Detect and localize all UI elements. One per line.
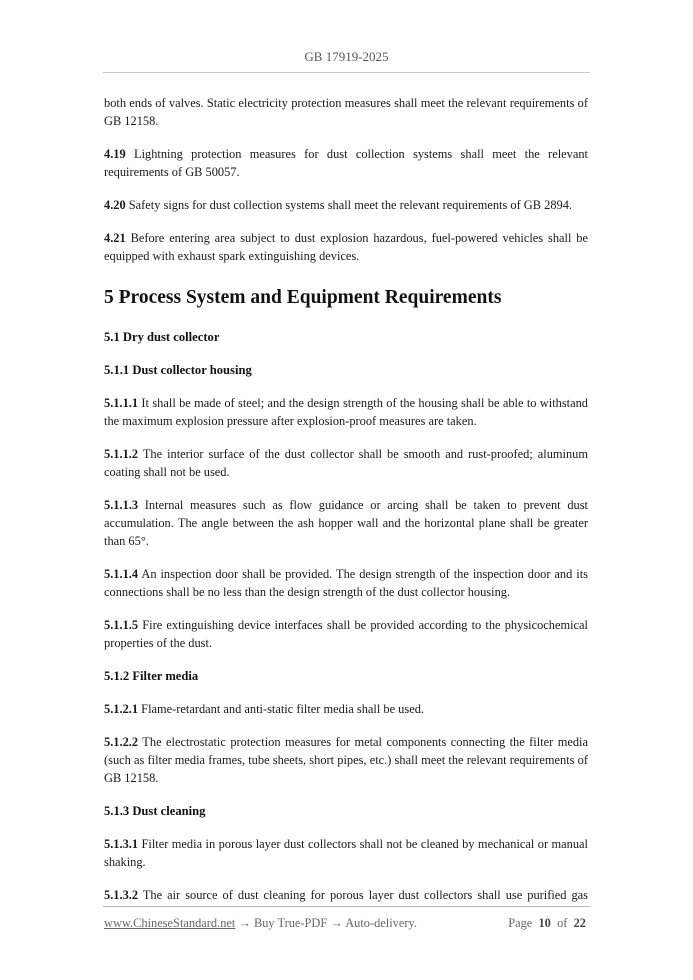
- buy-true-pdf-text: Buy True-PDF: [253, 916, 328, 930]
- clause-5-1-3-2: 5.1.3.2 The air source of dust cleaning for porous layer dust collectors shall use purified gas: [104, 888, 588, 902]
- arrow-right-icon: →: [235, 916, 254, 930]
- footer-promo: [104, 916, 417, 931]
- clause-4-19: 4.19 Lightning protection measures for dust collection systems shall meet the relevant requirements of GB 50057.: [104, 147, 588, 179]
- page-indicator: Page 10 of 22: [508, 916, 586, 930]
- clause-number: 4.21: [104, 231, 126, 245]
- current-page: 10: [538, 916, 551, 930]
- subsection-heading-5-1-2: 5.1.2 Filter media: [104, 669, 199, 683]
- header-divider: [103, 72, 590, 73]
- arrow-right-icon: →: [327, 916, 346, 930]
- clause-number: 5.1.1.3: [104, 498, 139, 512]
- paragraph-continuation: both ends of valves. Static electricity protection measures shall meet the relevant requirements of GB 12158.: [104, 96, 588, 128]
- document-header-title: GB 17919-2025: [304, 49, 389, 64]
- subsection-heading-5-1-3: 5.1.3 Dust cleaning: [104, 804, 206, 818]
- clause-5-1-1-3: 5.1.1.3 Internal measures such as flow guidance or arcing shall be taken to prevent dust accumulation. The angle between the ash hopper wall and the horizontal plane shall be greater than 65°.: [104, 498, 588, 548]
- total-pages: 22: [573, 916, 586, 930]
- page-footer: [104, 916, 586, 931]
- auto-delivery-text: Auto-delivery.: [345, 916, 417, 930]
- subsection-heading-5-1: 5.1 Dry dust collector: [104, 330, 220, 344]
- clause-5-1-2-2: 5.1.2.2 The electrostatic protection measures for metal components connecting the filter media (such as filter media frames, tube sheets, short pipes, etc.) shall meet the relevant requirements of GB 12158.: [104, 735, 588, 785]
- clause-number: 4.19: [104, 147, 126, 161]
- section-heading-5: 5 Process System and Equipment Requirements: [104, 287, 502, 308]
- clause-number: 5.1.1.4: [104, 567, 139, 581]
- clause-number: 5.1.1.5: [104, 618, 139, 632]
- clause-number: 5.1.2.2: [104, 735, 139, 749]
- clause-5-1-2-1: 5.1.2.1 Flame-retardant and anti-static filter media shall be used.: [104, 702, 424, 716]
- clause-number: 5.1.1.1: [104, 396, 139, 410]
- document-body: [104, 94, 588, 919]
- subsection-heading-5-1-1: 5.1.1 Dust collector housing: [104, 363, 252, 377]
- clause-number: 5.1.2.1: [104, 702, 139, 716]
- clause-number: 5.1.3.1: [104, 837, 139, 851]
- clause-4-20: 4.20 Safety signs for dust collection systems shall meet the relevant requirements of GB 2894.: [104, 198, 572, 212]
- footer-divider: [103, 906, 590, 907]
- clause-number: 4.20: [104, 198, 126, 212]
- clause-4-21: 4.21 Before entering area subject to dust explosion hazardous, fuel-powered vehicles shall be equipped with exhaust spark extinguishing devices.: [104, 231, 588, 263]
- clause-5-1-1-4: 5.1.1.4 An inspection door shall be provided. The design strength of the inspection door and its connections shall be no less than the design strength of the dust collector housing.: [104, 567, 588, 599]
- clause-number: 5.1.3.2: [104, 888, 139, 902]
- clause-5-1-1-1: 5.1.1.1 It shall be made of steel; and the design strength of the housing shall be able to withstand the maximum explosion pressure after explosion-proof measures are taken.: [104, 396, 588, 428]
- clause-5-1-1-2: 5.1.1.2 The interior surface of the dust collector shall be smooth and rust-proofed; aluminum coating shall not be used.: [104, 447, 588, 479]
- clause-5-1-3-1: 5.1.3.1 Filter media in porous layer dust collectors shall not be cleaned by mechanical or manual shaking.: [104, 837, 588, 869]
- clause-number: 5.1.1.2: [104, 447, 139, 461]
- chinesestandard-link[interactable]: www.ChineseStandard.net: [104, 916, 236, 930]
- clause-5-1-1-5: 5.1.1.5 Fire extinguishing device interfaces shall be provided according to the physicochemical properties of the dust.: [104, 618, 588, 650]
